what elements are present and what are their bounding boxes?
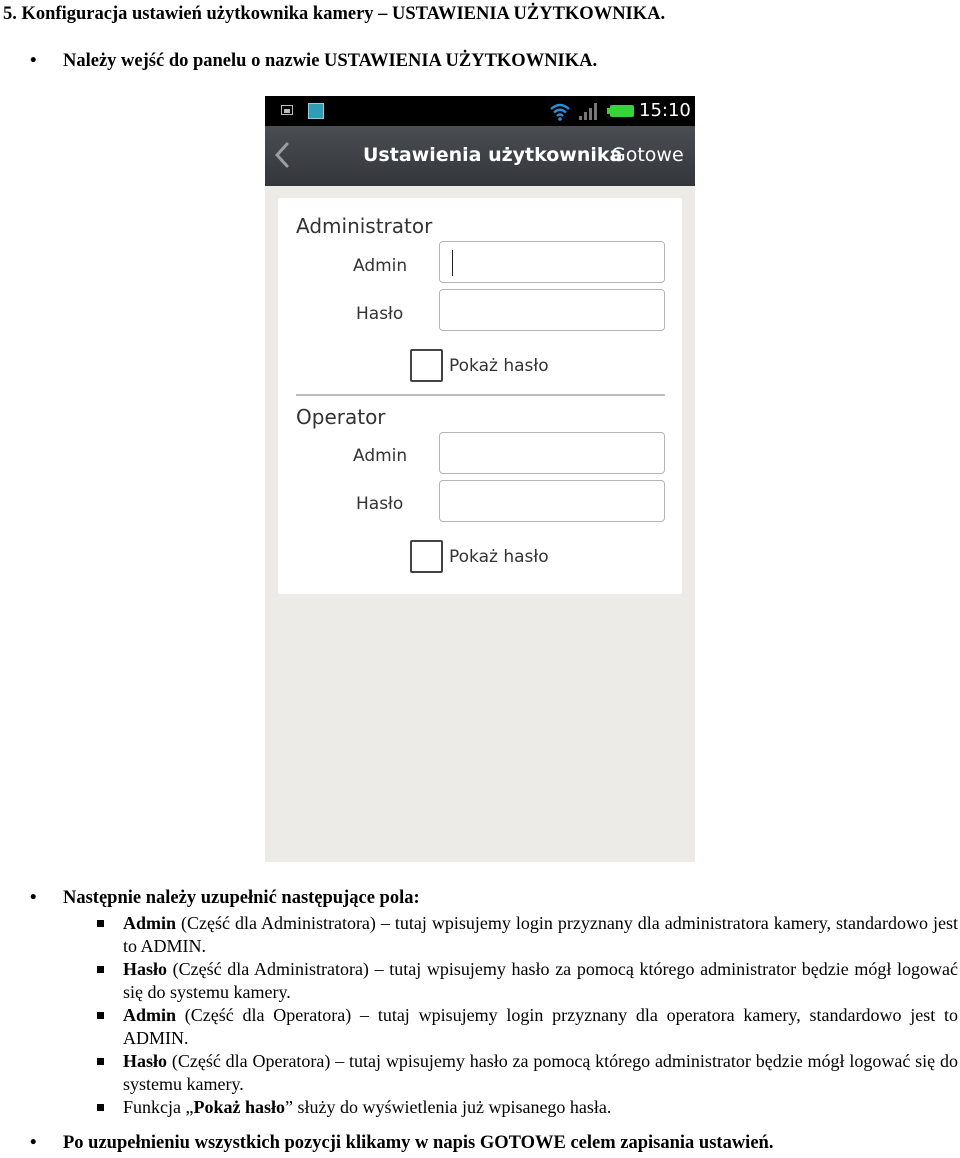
admin-password-label: Hasło — [356, 304, 404, 324]
intro-bullet — [30, 51, 597, 72]
admin-login-label: Admin — [353, 256, 408, 276]
signal-icon — [578, 101, 600, 121]
intro-bullet-text: Należy wejść do panelu o nazwie USTAWIENIA UŻYTKOWNIKA. — [63, 51, 598, 71]
battery-icon — [610, 105, 634, 117]
list-item — [96, 1096, 958, 1119]
admin-show-password-label[interactable]: Pokaż hasło — [449, 356, 549, 376]
item-prefix: Funkcja „ — [123, 1097, 194, 1117]
section-heading: 5. Konfiguracja ustawień użytkownika kamery – USTAWIENIA UŻYTKOWNIKA. — [3, 4, 666, 24]
item-term: Pokaż hasło — [193, 1097, 285, 1117]
wifi-icon — [549, 100, 571, 122]
app-icon — [308, 103, 324, 119]
final-bullet — [30, 1133, 773, 1154]
item-text: (Część dla Administratora) – tutaj wpisujemy login przyznany dla administratora kamery, standardowo jest to ADMIN. — [123, 913, 958, 956]
operator-login-input[interactable] — [439, 432, 665, 474]
operator-password-label: Hasło — [356, 494, 404, 514]
item-term: Admin — [123, 1005, 177, 1025]
item-text: (Część dla Operatora) – tutaj wpisujemy login przyznany dla operatora kamery, standardowo jest to ADMIN. — [123, 1005, 958, 1048]
administrator-section-title: Administrator — [296, 214, 433, 238]
item-term: Hasło — [123, 1051, 168, 1071]
list-item — [96, 1004, 958, 1050]
item-text: (Część dla Operatora) – tutaj wpisujemy hasło za pomocą którego administrator będzie mógł logować się do systemu kamery. — [123, 1051, 958, 1094]
action-bar — [265, 126, 695, 186]
image-icon — [281, 105, 293, 115]
status-bar — [265, 96, 695, 126]
bullet-mark: • — [30, 1133, 37, 1153]
admin-login-input[interactable] — [439, 241, 665, 283]
chevron-left-icon[interactable] — [269, 138, 295, 172]
text-caret — [452, 250, 453, 276]
phone-screenshot — [265, 96, 695, 862]
fields-bullet-text: Następnie należy uzupełnić następujące pola: — [63, 888, 420, 908]
bullet-mark: • — [30, 888, 37, 908]
list-item — [96, 958, 958, 1004]
user-settings-card — [278, 198, 682, 594]
fields-bullet — [30, 888, 420, 909]
screen-title: Ustawienia użytkownika — [363, 144, 623, 166]
operator-show-password-label[interactable]: Pokaż hasło — [449, 547, 549, 567]
status-time: 15:10 — [639, 100, 691, 121]
admin-show-password-checkbox[interactable] — [410, 349, 443, 382]
final-bullet-text: Po uzupełnieniu wszystkich pozycji klikamy w napis GOTOWE celem zapisania ustawień. — [63, 1133, 774, 1153]
item-text: (Część dla Administratora) – tutaj wpisujemy hasło za pomocą którego administrator będzie mógł logować się do systemu kamery. — [123, 959, 958, 1002]
list-item — [96, 912, 958, 958]
operator-password-input[interactable] — [439, 480, 665, 522]
item-suffix: ” służy do wyświetlenia już wpisanego hasła. — [285, 1097, 612, 1117]
section-divider — [296, 394, 665, 396]
list-item — [96, 1050, 958, 1096]
bullet-mark: • — [30, 51, 37, 71]
operator-section-title: Operator — [296, 405, 386, 429]
admin-password-input[interactable] — [439, 289, 665, 331]
field-description-list — [96, 912, 958, 1119]
item-term: Admin — [123, 913, 177, 933]
operator-show-password-checkbox[interactable] — [410, 540, 443, 573]
item-term: Hasło — [123, 959, 168, 979]
done-button[interactable]: Gotowe — [611, 144, 684, 166]
operator-login-label: Admin — [353, 446, 408, 466]
